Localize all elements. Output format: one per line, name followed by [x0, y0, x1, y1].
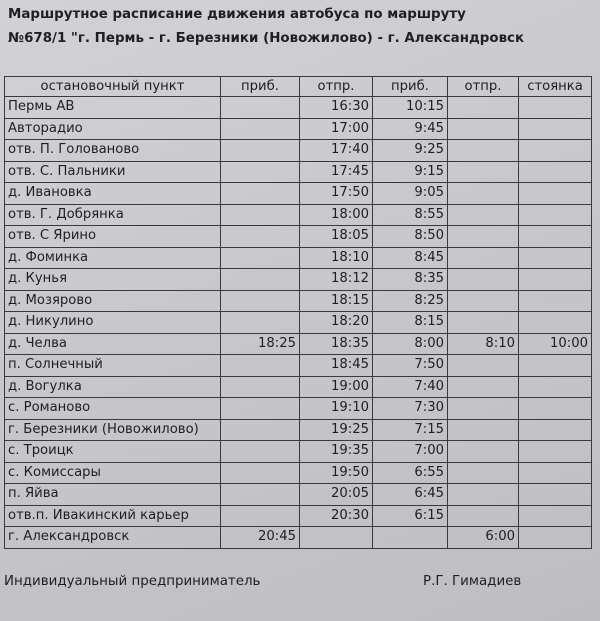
cell-arrival-return: 7:00	[373, 441, 448, 463]
cell-arrival-forward	[221, 269, 300, 291]
cell-arrival-return: 9:05	[373, 183, 448, 205]
table-row	[5, 269, 592, 291]
cell-departure-forward: 18:15	[300, 290, 373, 312]
cell-stay	[519, 97, 592, 119]
table-row	[5, 118, 592, 140]
cell-departure-return: 8:10	[448, 333, 519, 355]
cell-departure-forward: 18:12	[300, 269, 373, 291]
cell-stop: д. Мозярово	[5, 290, 221, 312]
cell-arrival-return: 7:40	[373, 376, 448, 398]
header-departure-forward: отпр.	[300, 77, 373, 97]
header-departure-return: отпр.	[448, 77, 519, 97]
cell-departure-return	[448, 355, 519, 377]
cell-departure-forward: 17:40	[300, 140, 373, 162]
cell-departure-forward: 18:05	[300, 226, 373, 248]
table-row	[5, 398, 592, 420]
cell-departure-forward: 20:30	[300, 505, 373, 527]
cell-stay	[519, 290, 592, 312]
cell-stay	[519, 269, 592, 291]
cell-arrival-return: 6:45	[373, 484, 448, 506]
cell-stop: отв.п. Ивакинский карьер	[5, 505, 221, 527]
cell-arrival-return: 8:35	[373, 269, 448, 291]
cell-stay	[519, 505, 592, 527]
cell-departure-return	[448, 247, 519, 269]
cell-arrival-return: 8:00	[373, 333, 448, 355]
cell-stop: д. Фоминка	[5, 247, 221, 269]
cell-departure-return	[448, 269, 519, 291]
footer-signatory-name: Р.Г. Гимадиев	[423, 574, 522, 589]
cell-stay	[519, 161, 592, 183]
cell-departure-return	[448, 226, 519, 248]
cell-stop: отв. Г. Добрянка	[5, 204, 221, 226]
table-row	[5, 376, 592, 398]
cell-departure-return	[448, 441, 519, 463]
cell-arrival-forward	[221, 204, 300, 226]
schedule-table	[4, 76, 592, 549]
cell-departure-forward: 19:50	[300, 462, 373, 484]
cell-arrival-forward: 20:45	[221, 527, 300, 549]
cell-stay	[519, 419, 592, 441]
table-row	[5, 484, 592, 506]
title-line-1: Маршрутное расписание движения автобуса по маршруту	[8, 7, 466, 22]
cell-stay	[519, 247, 592, 269]
cell-stay	[519, 484, 592, 506]
cell-stay	[519, 527, 592, 549]
cell-departure-return	[448, 183, 519, 205]
cell-departure-forward: 19:00	[300, 376, 373, 398]
cell-arrival-return: 8:15	[373, 312, 448, 334]
cell-stop: с. Комиссары	[5, 462, 221, 484]
table-row	[5, 505, 592, 527]
table-row	[5, 290, 592, 312]
cell-stop: д. Вогулка	[5, 376, 221, 398]
cell-arrival-return: 9:45	[373, 118, 448, 140]
cell-stay	[519, 441, 592, 463]
cell-stop: г. Александровск	[5, 527, 221, 549]
cell-arrival-forward	[221, 183, 300, 205]
cell-departure-forward: 19:35	[300, 441, 373, 463]
cell-departure-return	[448, 204, 519, 226]
cell-departure-forward: 18:45	[300, 355, 373, 377]
cell-arrival-forward	[221, 140, 300, 162]
cell-stay	[519, 183, 592, 205]
header-stop: остановочный пункт	[5, 77, 221, 97]
cell-departure-return	[448, 312, 519, 334]
header-stay: стоянка	[519, 77, 592, 97]
cell-departure-forward: 18:20	[300, 312, 373, 334]
table-row	[5, 462, 592, 484]
cell-arrival-forward	[221, 462, 300, 484]
table-row	[5, 355, 592, 377]
table-row	[5, 247, 592, 269]
cell-stay	[519, 140, 592, 162]
cell-stay	[519, 376, 592, 398]
table-row	[5, 204, 592, 226]
cell-departure-return	[448, 376, 519, 398]
cell-departure-return	[448, 97, 519, 119]
cell-arrival-forward	[221, 376, 300, 398]
cell-departure-return: 6:00	[448, 527, 519, 549]
cell-stay	[519, 204, 592, 226]
cell-stay	[519, 355, 592, 377]
cell-stop: отв. П. Голованово	[5, 140, 221, 162]
cell-departure-forward: 17:50	[300, 183, 373, 205]
cell-departure-forward: 18:10	[300, 247, 373, 269]
cell-arrival-return: 8:55	[373, 204, 448, 226]
cell-stay	[519, 118, 592, 140]
title-line-2: №678/1 "г. Пермь - г. Березники (Новожилово) - г. Александровск	[8, 31, 525, 46]
cell-departure-forward: 17:45	[300, 161, 373, 183]
table-row	[5, 97, 592, 119]
cell-arrival-forward	[221, 419, 300, 441]
cell-departure-return	[448, 462, 519, 484]
cell-arrival-return: 9:15	[373, 161, 448, 183]
cell-departure-return	[448, 398, 519, 420]
cell-arrival-return: 8:50	[373, 226, 448, 248]
cell-arrival-forward	[221, 312, 300, 334]
cell-departure-forward	[300, 527, 373, 549]
cell-stop: д. Челва	[5, 333, 221, 355]
cell-stop: п. Солнечный	[5, 355, 221, 377]
table-row	[5, 161, 592, 183]
cell-stop: с. Троицк	[5, 441, 221, 463]
cell-stop: п. Яйва	[5, 484, 221, 506]
cell-departure-return	[448, 484, 519, 506]
cell-arrival-forward: 18:25	[221, 333, 300, 355]
cell-arrival-forward	[221, 247, 300, 269]
cell-stop: д. Никулино	[5, 312, 221, 334]
footer-entrepreneur-label: Индивидуальный предприниматель	[4, 574, 261, 589]
cell-departure-forward: 19:25	[300, 419, 373, 441]
table-row	[5, 441, 592, 463]
table-row	[5, 140, 592, 162]
cell-arrival-return: 6:15	[373, 505, 448, 527]
cell-stop: д. Ивановка	[5, 183, 221, 205]
cell-departure-return	[448, 290, 519, 312]
cell-departure-forward: 19:10	[300, 398, 373, 420]
cell-arrival-return: 7:30	[373, 398, 448, 420]
cell-departure-forward: 18:35	[300, 333, 373, 355]
cell-arrival-return: 7:15	[373, 419, 448, 441]
cell-arrival-forward	[221, 118, 300, 140]
header-row	[5, 77, 592, 97]
cell-departure-return	[448, 140, 519, 162]
cell-stop: отв. С. Пальники	[5, 161, 221, 183]
table-row	[5, 183, 592, 205]
table-row	[5, 527, 592, 549]
cell-stay	[519, 462, 592, 484]
document-title	[8, 3, 524, 51]
cell-arrival-return: 9:25	[373, 140, 448, 162]
cell-stop: г. Березники (Новожилово)	[5, 419, 221, 441]
table-row	[5, 226, 592, 248]
cell-stop: д. Кунья	[5, 269, 221, 291]
cell-arrival-forward	[221, 226, 300, 248]
table-row	[5, 333, 592, 355]
cell-stay	[519, 398, 592, 420]
cell-stop: отв. С Ярино	[5, 226, 221, 248]
cell-arrival-return: 8:25	[373, 290, 448, 312]
cell-arrival-forward	[221, 290, 300, 312]
cell-stay: 10:00	[519, 333, 592, 355]
cell-departure-return	[448, 505, 519, 527]
cell-stop: с. Романово	[5, 398, 221, 420]
cell-arrival-forward	[221, 355, 300, 377]
cell-stop: Авторадио	[5, 118, 221, 140]
cell-stay	[519, 226, 592, 248]
cell-departure-forward: 17:00	[300, 118, 373, 140]
cell-departure-return	[448, 161, 519, 183]
table-row	[5, 419, 592, 441]
cell-arrival-forward	[221, 484, 300, 506]
cell-departure-return	[448, 118, 519, 140]
cell-arrival-forward	[221, 97, 300, 119]
cell-arrival-return: 6:55	[373, 462, 448, 484]
cell-arrival-return: 7:50	[373, 355, 448, 377]
cell-arrival-forward	[221, 441, 300, 463]
cell-departure-forward: 18:00	[300, 204, 373, 226]
cell-arrival-forward	[221, 161, 300, 183]
header-arrival-return: приб.	[373, 77, 448, 97]
cell-arrival-forward	[221, 505, 300, 527]
cell-arrival-return	[373, 527, 448, 549]
cell-arrival-return: 10:15	[373, 97, 448, 119]
cell-stop: Пермь АВ	[5, 97, 221, 119]
cell-arrival-return: 8:45	[373, 247, 448, 269]
cell-departure-return	[448, 419, 519, 441]
cell-departure-forward: 20:05	[300, 484, 373, 506]
header-arrival-forward: приб.	[221, 77, 300, 97]
cell-stay	[519, 312, 592, 334]
table-row	[5, 312, 592, 334]
cell-departure-forward: 16:30	[300, 97, 373, 119]
cell-arrival-forward	[221, 398, 300, 420]
